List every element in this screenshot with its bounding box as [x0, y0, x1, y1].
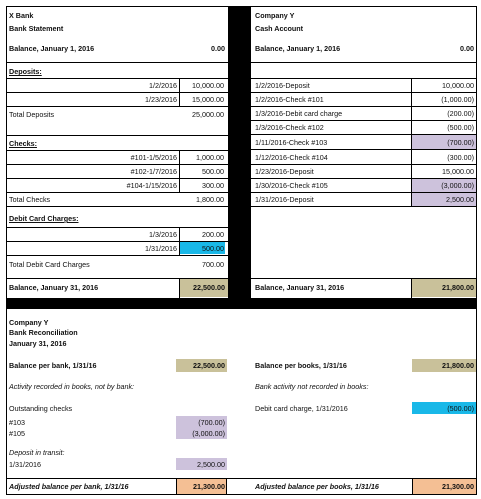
entry-amount: (1,000.00)	[441, 95, 474, 104]
debit-header: Debit Card Charges:	[9, 214, 79, 223]
divider	[179, 227, 180, 255]
bank-opening-label: Balance, January 1, 2016	[9, 44, 95, 53]
check-ref: #101-1/5/2016	[130, 153, 177, 162]
bank-subtitle: Bank Statement	[9, 24, 64, 33]
activity-bank-label: Bank activity not recorded in books:	[255, 382, 369, 391]
entry-amount: 2,500.00	[446, 195, 474, 204]
deposit-amount: 10,000.00	[192, 81, 224, 90]
outstanding-ref: #103	[9, 418, 25, 427]
debit-date: 1/3/2016	[149, 230, 177, 239]
entry-desc: 1/2/2016-Deposit	[255, 81, 310, 90]
check-amount: 1,000.00	[196, 153, 224, 162]
entry-desc: 1/2/2016-Check #101	[255, 95, 324, 104]
separator-bar	[228, 6, 251, 298]
entry-amount: (200.00)	[447, 109, 474, 118]
total-checks-value: 1,800.00	[196, 195, 224, 204]
divider	[6, 135, 228, 136]
total-deposits-value: 25,000.00	[192, 110, 224, 119]
outstanding-label: Outstanding checks	[9, 404, 73, 413]
adj-books-value: 21,300.00	[442, 482, 474, 491]
divider	[6, 6, 228, 7]
check-amount: 500.00	[202, 167, 224, 176]
divider	[251, 178, 476, 179]
divider	[6, 164, 228, 165]
entry-amount: (3,000.00)	[441, 181, 474, 190]
divider	[6, 62, 228, 63]
divider	[251, 134, 476, 135]
deposits-header: Deposits:	[9, 67, 42, 76]
bank-title: X Bank	[9, 11, 34, 20]
entry-desc: 1/12/2016-Check #104	[255, 153, 328, 162]
adj-bank-label: Adjusted balance per bank, 1/31/16	[9, 482, 129, 491]
entry-desc: 1/30/2016-Check #105	[255, 181, 328, 190]
divider	[411, 78, 412, 206]
divider	[179, 78, 180, 106]
recon-date: January 31, 2016	[9, 339, 67, 348]
adj-books-label: Adjusted balance per books, 1/31/16	[255, 482, 379, 491]
debit-charge-label: Debit card charge, 1/31/2016	[255, 404, 348, 413]
entry-desc: 1/3/2016-Check #102	[255, 123, 324, 132]
entry-amount: (300.00)	[447, 153, 474, 162]
divider	[251, 164, 476, 165]
divider	[6, 309, 7, 495]
divider	[251, 92, 476, 93]
divider	[6, 192, 228, 193]
divider	[6, 494, 477, 495]
entry-desc: 1/23/2016-Deposit	[255, 167, 314, 176]
divider	[179, 150, 180, 192]
divider	[476, 309, 477, 495]
transit-value: 2,500.00	[197, 460, 225, 469]
divider	[6, 255, 228, 256]
company-opening-value: 0.00	[460, 44, 474, 53]
company-opening-label: Balance, January 1, 2016	[255, 44, 341, 53]
outstanding-amount: (700.00)	[198, 418, 225, 427]
company-closing-label: Balance, January 31, 2016	[255, 283, 345, 292]
bank-balance-label: Balance per bank, 1/31/16	[9, 361, 97, 370]
divider	[251, 62, 476, 63]
bank-closing-value: 22,500.00	[193, 283, 225, 292]
divider	[251, 106, 476, 107]
books-balance-value: 21,800.00	[442, 361, 474, 370]
divider	[411, 278, 412, 298]
bank-balance-value: 22,500.00	[193, 361, 225, 370]
divider	[251, 149, 476, 150]
entry-desc: 1/3/2016-Debit card charge	[255, 109, 343, 118]
divider	[6, 478, 477, 479]
debit-date: 1/31/2016	[145, 244, 177, 253]
books-balance-label: Balance per books, 1/31/16	[255, 361, 347, 370]
outstanding-ref: #105	[9, 429, 25, 438]
outstanding-amount: (3,000.00)	[192, 429, 225, 438]
total-debit-value: 700.00	[202, 260, 224, 269]
recon-title: Company Y	[9, 318, 49, 327]
activity-books-label: Activity recorded in books, not by bank:	[9, 382, 135, 391]
deposit-date: 1/2/2016	[149, 81, 177, 90]
transit-label: Deposit in transit:	[9, 448, 65, 457]
total-checks-label: Total Checks	[9, 195, 51, 204]
transit-date: 1/31/2016	[9, 460, 41, 469]
check-ref: #102-1/7/2016	[130, 167, 177, 176]
divider	[6, 206, 228, 207]
divider	[6, 92, 228, 93]
divider	[6, 78, 228, 79]
total-debit-label: Total Debit Card Charges	[9, 260, 90, 269]
check-ref: #104-1/15/2016	[126, 181, 177, 190]
divider	[251, 78, 476, 79]
deposit-amount: 15,000.00	[192, 95, 224, 104]
entry-amount: (500.00)	[447, 123, 474, 132]
debit-amount: 500.00	[202, 244, 224, 253]
divider	[6, 150, 228, 151]
divider	[6, 178, 228, 179]
divider	[251, 6, 476, 7]
divider	[476, 6, 477, 298]
deposit-date: 1/23/2016	[145, 95, 177, 104]
divider	[6, 227, 228, 228]
divider	[6, 106, 228, 107]
entry-desc: 1/31/2016-Deposit	[255, 195, 314, 204]
checks-header: Checks:	[9, 139, 37, 148]
divider	[179, 278, 180, 298]
divider	[251, 120, 476, 121]
recon-subtitle: Bank Reconciliation	[9, 328, 78, 337]
bank-closing-label: Balance, January 31, 2016	[9, 283, 99, 292]
bank-opening-value: 0.00	[211, 44, 225, 53]
total-deposits-label: Total Deposits	[9, 110, 55, 119]
company-closing-value: 21,800.00	[442, 283, 474, 292]
company-subtitle: Cash Account	[255, 24, 304, 33]
check-amount: 300.00	[202, 181, 224, 190]
divider	[251, 206, 476, 207]
debit-amount: 200.00	[202, 230, 224, 239]
entry-desc: 1/11/2016-Check #103	[255, 138, 328, 147]
adj-bank-value: 21,300.00	[193, 482, 225, 491]
entry-amount: 10,000.00	[442, 81, 474, 90]
debit-charge-value: (500.00)	[447, 404, 474, 413]
company-title: Company Y	[255, 11, 295, 20]
divider	[251, 192, 476, 193]
separator-bar	[6, 298, 477, 309]
entry-amount: (700.00)	[447, 138, 474, 147]
entry-amount: 15,000.00	[442, 167, 474, 176]
